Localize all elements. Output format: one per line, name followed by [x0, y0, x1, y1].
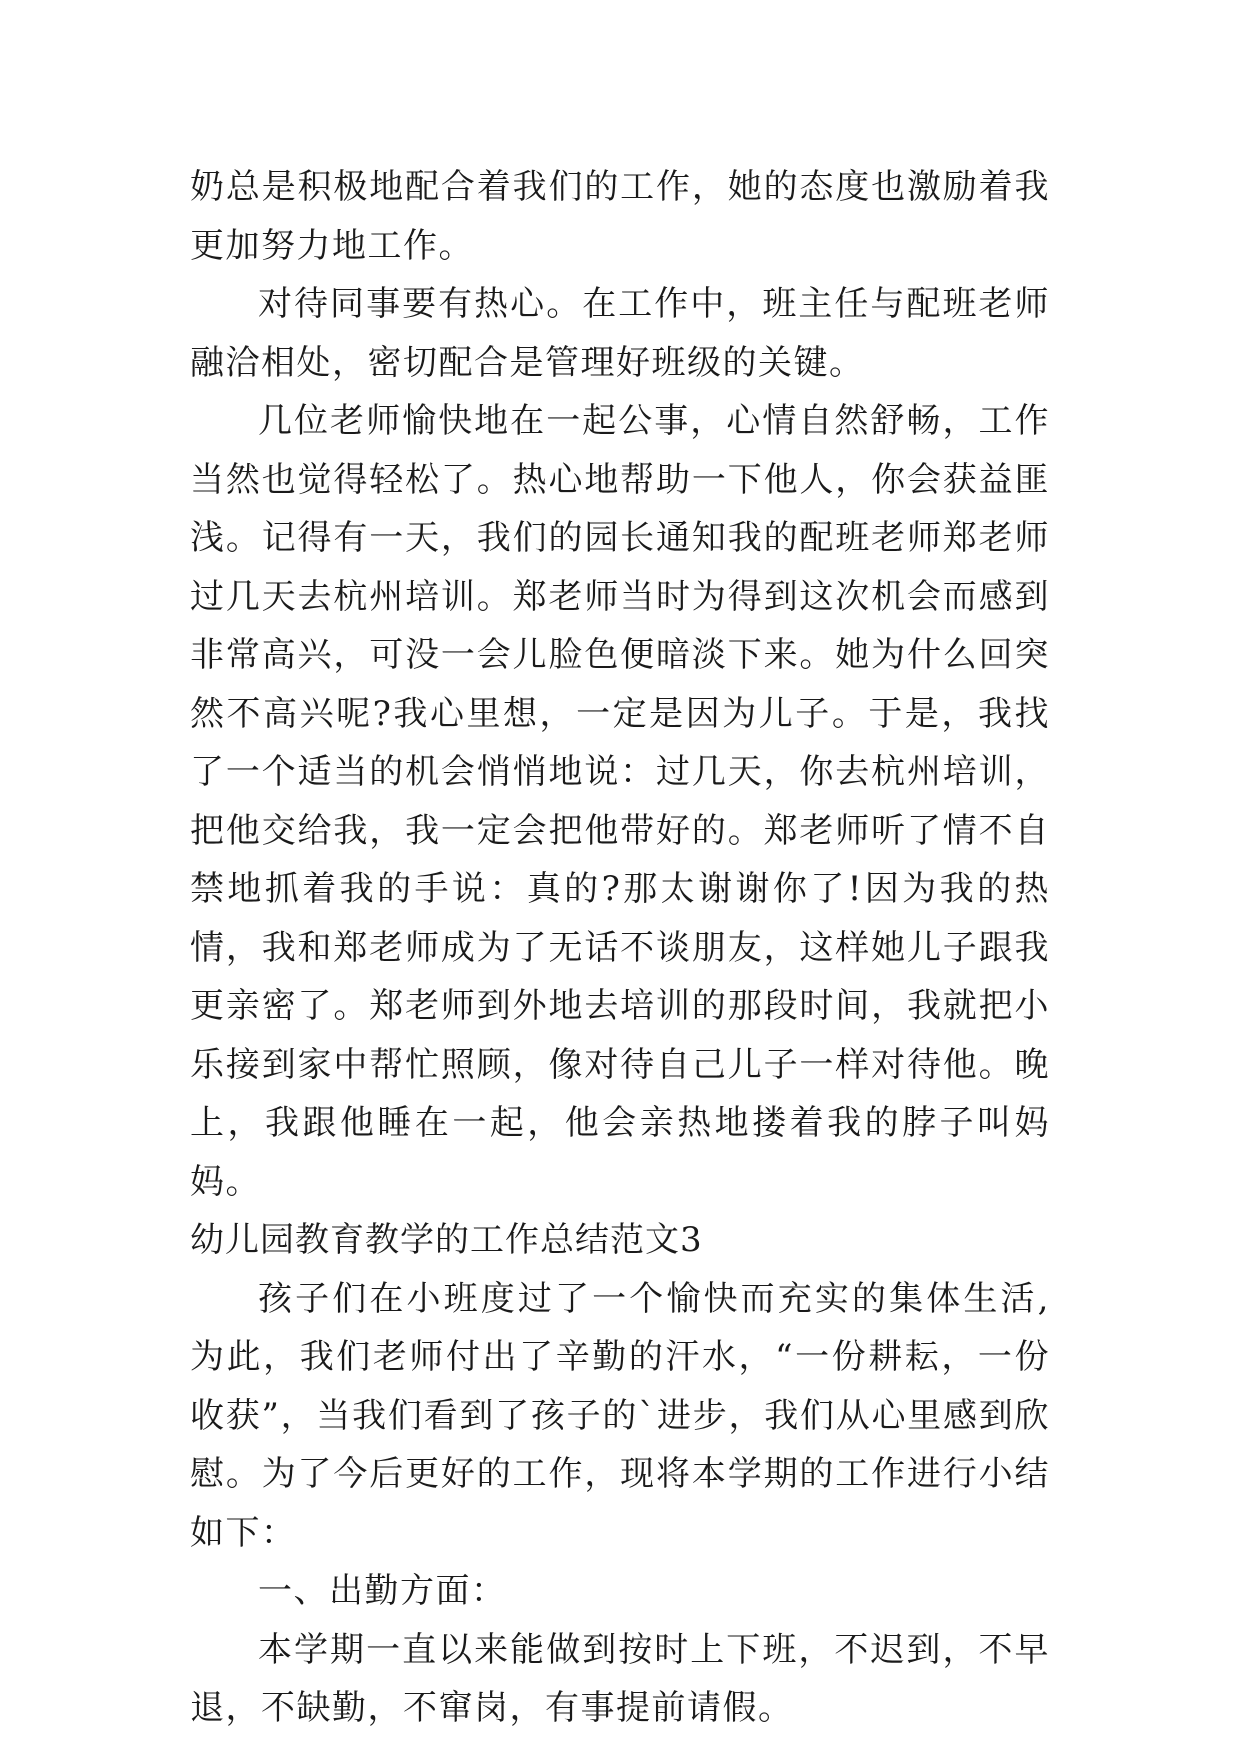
- document-body: [190, 158, 1050, 1738]
- list-heading: 一、出勤方面：: [258, 1571, 507, 1611]
- body-paragraph: 奶总是积极地配合着我们的工作，她的态度也激励着我更加努力地工作。: [190, 167, 1050, 266]
- section-heading: 幼儿园教育教学的工作总结范文3: [190, 1220, 703, 1260]
- body-paragraph: 对待同事要有热心。在工作中，班主任与配班老师融洽相处，密切配合是管理好班级的关键。: [190, 284, 1050, 383]
- body-paragraph: 孩子们在小班度过了一个愉快而充实的集体生活,为此，我们老师付出了辛勤的汗水，“一份耕耘，一份收获”，当我们看到了孩子的`进步，我们从心里感到欣慰。为了今后更好的工作，现将本学期的工作进行小结如下：: [190, 1278, 1050, 1553]
- body-paragraph: 几位老师愉快地在一起公事，心情自然舒畅，工作当然也觉得轻松了。热心地帮助一下他人，你会获益匪浅。记得有一天，我们的园长通知我的配班老师郑老师过几天去杭州培训。郑老师当时为得到这次机会而感到非常高兴，可没一会儿脸色便暗淡下来。她为什么回突然不高兴呢?我心里想，一定是因为儿子。于是，我找了一个适当的机会悄悄地说：过几天，你去杭州培训，把他交给我，我一定会把他带好的。郑老师听了情不自禁地抓着我的手说：真的?那太谢谢你了!因为我的热情，我和郑老师成为了无话不谈朋友，这样她儿子跟我更亲密了。郑老师到外地去培训的那段时间，我就把小乐接到家中帮忙照顾，像对待自己儿子一样对待他。晚上，我跟他睡在一起，他会亲热地搂着我的脖子叫妈妈。: [190, 401, 1050, 1202]
- body-paragraph: 本学期一直以来能做到按时上下班，不迟到，不早退，不缺勤，不窜岗，有事提前请假。: [190, 1629, 1050, 1728]
